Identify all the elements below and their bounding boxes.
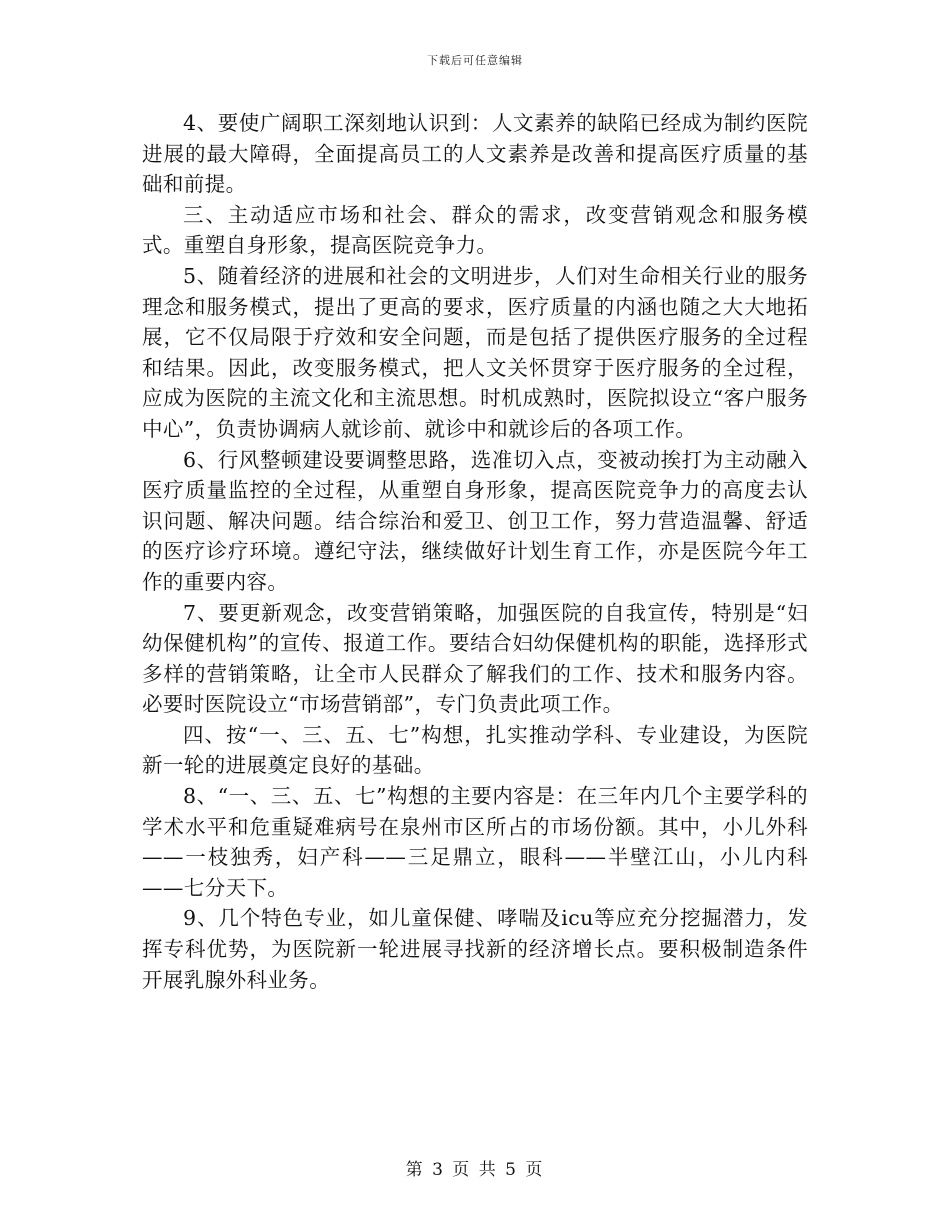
paragraph-6: 6、行风整顿建设要调整思路，选准切入点，变被动挨打为主动融入医疗质量监控的全过程，从重塑自身形象，提高医院竞争力的高度去认识问题、解决问题。结合综治和爱卫、创卫工作，努力营造温馨、舒适的医疗诊疗环境。遵纪守法，继续做好计划生育工作，亦是医院今年工作的重要内容。 bbox=[142, 447, 808, 594]
paragraph-5: 5、随着经济的进展和社会的文明进步，人们对生命相关行业的服务理念和服务模式，提出了更高的要求，医疗质量的内涵也随之大大地拓展，它不仅局限于疗效和安全问题，而是包括了提供医疗服务的全过程和结果。因此，改变服务模式，把人文关怀贯穿于医疗服务的全过程，应成为医院的主流文化和主流思想。时机成熟时，医院拟设立“客户服务中心”，负责协调病人就诊前、就诊中和就诊后的各项工作。 bbox=[142, 263, 808, 441]
paragraph-7: 7、要更新观念，改变营销策略，加强医院的自我宣传，特别是“妇幼保健机构”的宣传、报道工作。要结合妇幼保健机构的职能，选择形式多样的营销策略，让全市人民群众了解我们的工作、技术和服务内容。必要时医院设立“市场营销部”，专门负责此项工作。 bbox=[142, 600, 808, 717]
paragraph-4: 4、要使广阔职工深刻地认识到：人文素养的缺陷已经成为制约医院进展的最大障碍，全面提高员工的人文素养是改善和提高医疗质量的基础和前提。 bbox=[142, 111, 808, 197]
paragraph-9: 9、几个特色专业，如儿童保健、哮喘及icu等应充分挖掘潜力，发挥专科优势，为医院新一轮进展寻找新的经济增长点。要积极制造条件开展乳腺外科业务。 bbox=[142, 906, 808, 992]
section-heading-4: 四、按“一、三、五、七”构想，扎实推动学科、专业建设，为医院新一轮的进展奠定良好的基础。 bbox=[142, 722, 808, 778]
page-number-footer: 第 3 页 共 5 页 bbox=[405, 1160, 545, 1180]
document-body bbox=[142, 108, 808, 995]
section-heading-3: 三、主动适应市场和社会、群众的需求，改变营销观念和服务模式。重塑自身形象，提高医院竞争力。 bbox=[142, 202, 808, 258]
page-header-note: 下载后可任意编辑 bbox=[427, 54, 523, 67]
paragraph-8: 8、“一、三、五、七”构想的主要内容是：在三年内几个主要学科的学术水平和危重疑难病号在泉州市区所占的市场份额。其中，小儿外科——一枝独秀，妇产科——三足鼎立，眼科——半壁江山，小儿内科——七分天下。 bbox=[142, 784, 808, 900]
